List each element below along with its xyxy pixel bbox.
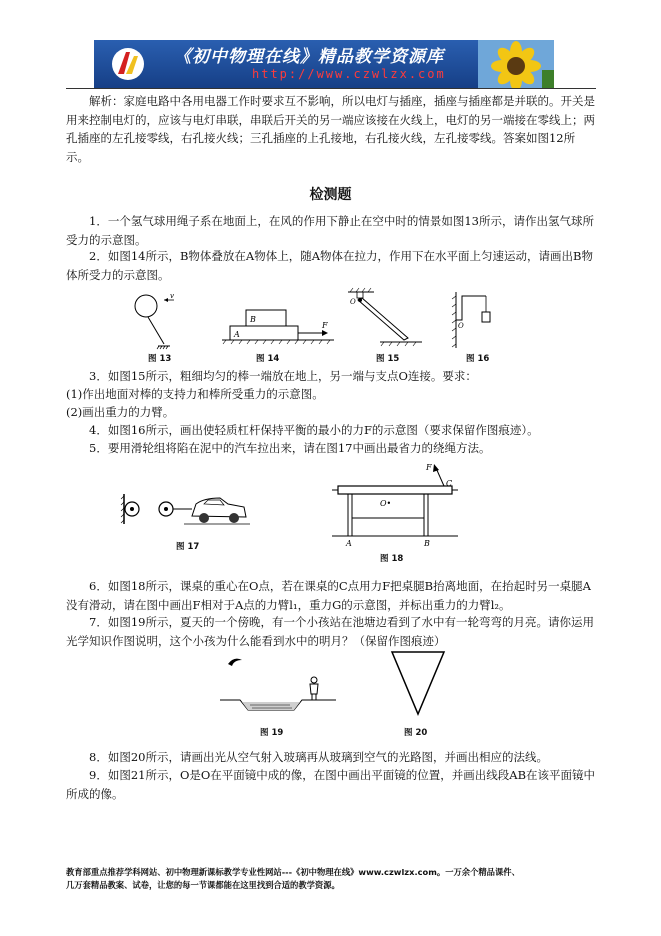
caption-fig16: 图 16 bbox=[466, 354, 490, 364]
caption-fig18: 图 18 bbox=[380, 554, 404, 564]
footer-line-2: 几万套精品教案、试卷，让您的每一节课都能在这里找到合适的教学资源。 bbox=[66, 880, 340, 890]
section-title: 检测题 bbox=[309, 187, 352, 203]
footer bbox=[66, 866, 606, 892]
figure-19-pond bbox=[220, 650, 340, 712]
banner-title: 《初中物理在线》精品教学资源库 bbox=[174, 47, 444, 67]
label-v: v bbox=[170, 292, 174, 300]
question-7: 7．如图19所示，夏天的一个傍晚，有一个小孩站在池塘边看到了水中有一轮弯弯的月亮。请你运用光学知识作图说明，这个小孩为什么能看到水中的明月？（保留作图痕迹） bbox=[66, 615, 594, 648]
site-logo-icon bbox=[108, 46, 148, 82]
question-8: 8．如图20所示，请画出光从空气射入玻璃再从玻璃到空气的光路图，并画出相应的法线。 bbox=[89, 750, 548, 764]
caption-fig19: 图 19 bbox=[260, 728, 284, 738]
header-banner bbox=[94, 40, 554, 88]
figure-20-prism bbox=[388, 648, 448, 718]
question-1: 1．一个氢气球用绳子系在地面上，在风的作用下静止在空中时的情景如图13所示，请作出氢气球所受力的示意图。 bbox=[66, 214, 594, 247]
label-B-fig18: B bbox=[424, 539, 430, 546]
figure-14-blocks bbox=[222, 306, 340, 350]
question-5: 5．要用滑轮组将陷在泥中的汽车拉出来，请在图17中画出最省力的绕绳方法。 bbox=[89, 441, 491, 455]
question-2: 2．如图14所示，B物体叠放在A物体上，随A物体在拉力，作用下在水平面上匀速运动，请画出B物体所受力的示意图。 bbox=[66, 249, 593, 282]
question-6: 6．如图18所示，课桌的重心在O点，若在课桌的C点用力F把桌腿B抬离地面，在抬起时另一桌腿A没有滑动，请在图中画出F相对于A点的力臂l₁，重力G的示意图，并标出重力的力臂l₂。 bbox=[66, 579, 591, 612]
question-3: 3．如图15所示，粗细均匀的棒一端放在地上，另一端与支点O连接。要求： bbox=[89, 369, 477, 383]
label-F-fig18: F bbox=[426, 463, 432, 472]
label-O-fig18: O• bbox=[380, 499, 392, 508]
question-3-part-1: (1)作出地面对棒的支持力和棒所受重力的示意图。 bbox=[66, 387, 324, 401]
caption-fig20: 图 20 bbox=[404, 728, 428, 738]
analysis-paragraph: 解析：家庭电路中各用电器工作时要求互不影响，所以电灯与插座，插座与插座都是并联的。开关是用来控制电灯的，应该与电灯串联，串联后开关的另一端应该接在火线上，电灯的另一端接在零线上；两孔插座的左孔接零线，右孔接火线；三孔插座的上孔接地，右孔接火线，左孔接零线。答案如图12所示。 bbox=[66, 94, 595, 164]
label-C: C bbox=[446, 479, 453, 488]
figure-15-rod bbox=[344, 286, 424, 348]
label-B: B bbox=[250, 315, 256, 324]
footer-line-1: 教育部重点推荐学科网站、初中物理新课标教学专业性网站---《初中物理在线》www.czwlzx.com。一万余个精品课件、 bbox=[66, 867, 520, 877]
caption-fig14: 图 14 bbox=[256, 354, 280, 364]
label-O-fig15: O bbox=[350, 298, 356, 306]
banner-url[interactable]: http://www.czwlzx.com bbox=[252, 67, 446, 81]
question-4: 4．如图16所示，画出使轻质杠杆保持平衡的最小的力F的示意图（要求保留作图痕迹）。 bbox=[89, 423, 539, 437]
sunflower-icon bbox=[478, 40, 554, 88]
question-3-part-2: (2)画出重力的力臂。 bbox=[66, 405, 175, 419]
caption-fig17: 图 17 bbox=[176, 542, 200, 552]
label-A-fig18: A bbox=[346, 539, 352, 546]
label-O-fig16: O bbox=[458, 322, 464, 330]
figure-16-lever bbox=[448, 290, 504, 350]
figure-13-balloon bbox=[126, 292, 186, 350]
label-F: F bbox=[322, 321, 328, 330]
question-9: 9．如图21所示，O是O在平面镜中成的像，在图中画出平面镜的位置，并画出线段AB在该平面镜中所成的像。 bbox=[66, 768, 596, 801]
caption-fig13: 图 13 bbox=[148, 354, 172, 364]
label-A: A bbox=[234, 330, 240, 339]
figure-18-desk bbox=[328, 462, 464, 546]
caption-fig15: 图 15 bbox=[376, 354, 400, 364]
figure-17-car-pulley bbox=[120, 490, 252, 530]
header-rule bbox=[66, 88, 596, 89]
